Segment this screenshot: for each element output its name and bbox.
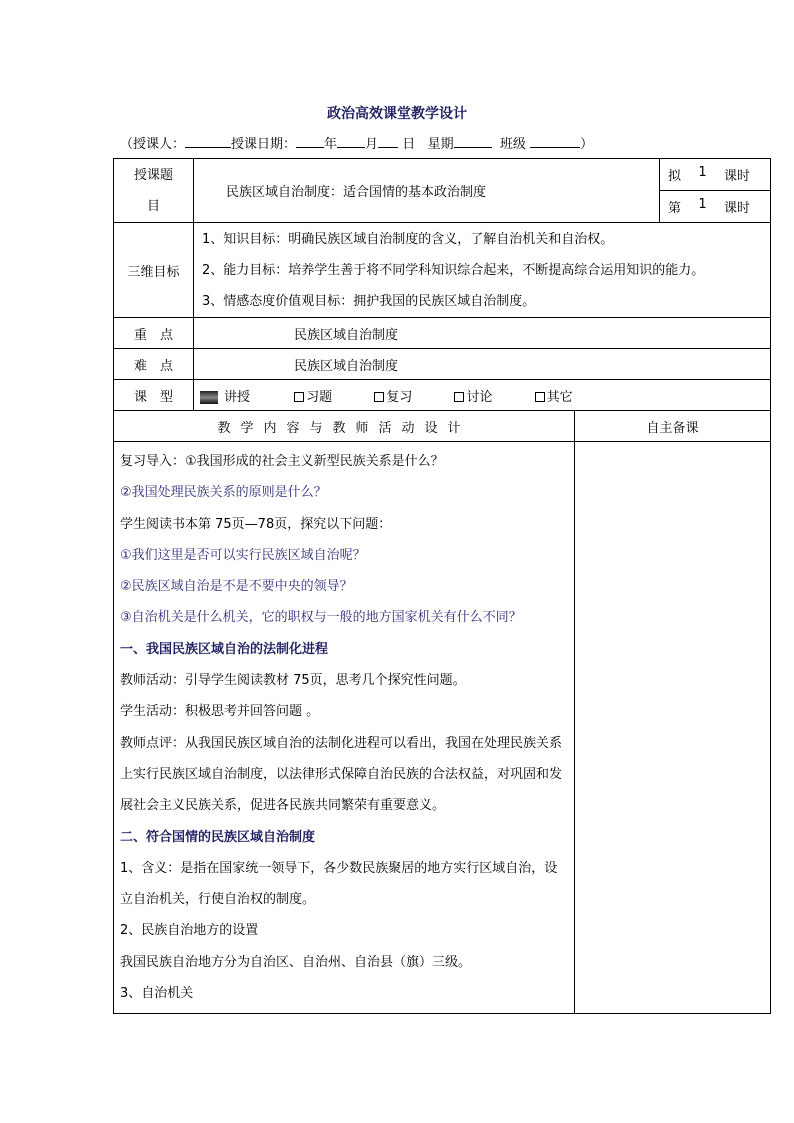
type-option-lecture[interactable]: 讲授	[200, 386, 250, 405]
checkbox-icon	[454, 392, 464, 402]
plan-hours-number: 1	[698, 165, 707, 180]
objective-attitude: 3、情感态度价值观目标：拥护我国的民族区域自治制度。	[202, 293, 536, 309]
date-label: 授课日期：	[231, 137, 297, 152]
month-label: 月	[365, 137, 379, 152]
month-blank	[337, 135, 365, 148]
checkbox-icon	[294, 392, 304, 402]
topic-label: 授课题目	[133, 167, 173, 214]
checked-box-icon	[200, 391, 218, 404]
type-option-other[interactable]: 其它	[535, 386, 573, 405]
seq-hours-unit: 课时	[724, 201, 751, 216]
day-blank	[378, 135, 398, 148]
objective-knowledge: 1、知识目标：明确民族区域自治制度的含义，了解自治机关和自治权。	[202, 231, 614, 247]
type-option-exercise[interactable]: 习题	[294, 386, 332, 405]
teacher-blank	[185, 135, 231, 148]
difficulty-value: 民族区域自治制度	[194, 349, 771, 380]
autonomous-levels: 我国民族自治地方分为自治区、自治州、自治县（旗）三级。	[120, 954, 472, 970]
lesson-type-label: 课 型	[114, 380, 194, 411]
explore-question-1: ①我们这里是否可以实行民族区域自治呢？	[120, 547, 366, 563]
key-point-value: 民族区域自治制度	[194, 318, 771, 349]
objectives-cell	[194, 223, 771, 318]
autonomous-area-setup: 2、民族自治地方的设置	[120, 923, 259, 939]
checkbox-icon	[374, 392, 384, 402]
class-blank	[530, 135, 580, 148]
seq-hours-prefix: 第	[668, 201, 682, 216]
lesson-type-options	[194, 380, 771, 411]
review-question-2: ②我国处理民族关系的原则是什么？	[120, 485, 327, 501]
type-option-discussion[interactable]: 讨论	[454, 386, 492, 405]
section-heading-1: 一、我国民族区域自治的法制化进程	[120, 641, 329, 657]
type-option-review[interactable]: 复习	[374, 386, 412, 405]
weekday-blank	[454, 135, 492, 148]
year-blank	[296, 135, 324, 148]
difficulty-label: 难 点	[114, 349, 194, 380]
side-notes-header: 自主备课	[575, 411, 771, 442]
reading-task: 学生阅读书本第 75页—78页，探究以下问题：	[120, 516, 392, 532]
topic-label-cell	[114, 159, 194, 223]
day-label: 日	[402, 137, 416, 152]
explore-question-3: ③自治机关是什么机关，它的职权与一般的地方国家机关有什么不同？	[120, 610, 522, 626]
teacher-activity: 教师活动：引导学生阅读教材 75页，思考几个探究性问题。	[120, 673, 466, 689]
document-title: 政治高效课堂教学设计	[327, 106, 467, 122]
plan-hours-prefix: 拟	[668, 169, 682, 184]
plan-hours-unit: 课时	[724, 169, 751, 184]
autonomous-organs: 3、自治机关	[120, 986, 194, 1002]
year-label: 年	[324, 137, 338, 152]
topic-text: 民族区域自治制度：适合国情的基本政治制度	[226, 185, 487, 200]
student-activity: 学生活动：积极思考并回答问题 。	[120, 704, 320, 720]
objective-ability: 2、能力目标：培养学生善于将不同学科知识综合起来，不断提高综合运用知识的能力。	[202, 262, 705, 278]
seq-hours-number: 1	[698, 197, 707, 212]
self-prep-notes-cell[interactable]	[575, 442, 771, 1014]
objectives-label: 三维目标	[114, 223, 194, 318]
weekday-label: 星期	[427, 137, 454, 152]
review-intro: 复习导入：①我国形成的社会主义新型民族关系是什么？	[120, 454, 444, 469]
lesson-plan-table	[113, 158, 771, 1014]
checkbox-icon	[535, 392, 545, 402]
class-label: 班级	[499, 137, 526, 152]
seq-hours-cell	[660, 191, 771, 223]
meta-close: ）	[580, 137, 594, 152]
teacher-label: （授课人：	[120, 137, 186, 152]
topic-cell	[194, 159, 660, 223]
plan-hours-cell	[660, 159, 771, 191]
content-header: 教学内容与教师活动设计	[114, 411, 575, 442]
lesson-meta-line	[120, 133, 780, 152]
teacher-comment: 教师点评：从我国民族区域自治的法制化进程可以看出，我国在处理民族关系上实行民族区域自治制度，以法律形式保障自治民族的合法权益，对巩固和发展社会主义民族关系，促进各民族共同繁荣有重要意义。	[120, 735, 563, 814]
section-heading-2: 二、符合国情的民族区域自治制度	[120, 829, 316, 845]
explore-question-2: ②民族区域自治是不是不要中央的领导？	[120, 579, 353, 595]
key-point-label: 重 点	[114, 318, 194, 349]
definition: 1、含义：是指在国家统一领导下，各少数民族聚居的地方实行区域自治，设立自治机关，行使自治权的制度。	[120, 860, 558, 908]
teaching-content-cell	[114, 442, 575, 1014]
